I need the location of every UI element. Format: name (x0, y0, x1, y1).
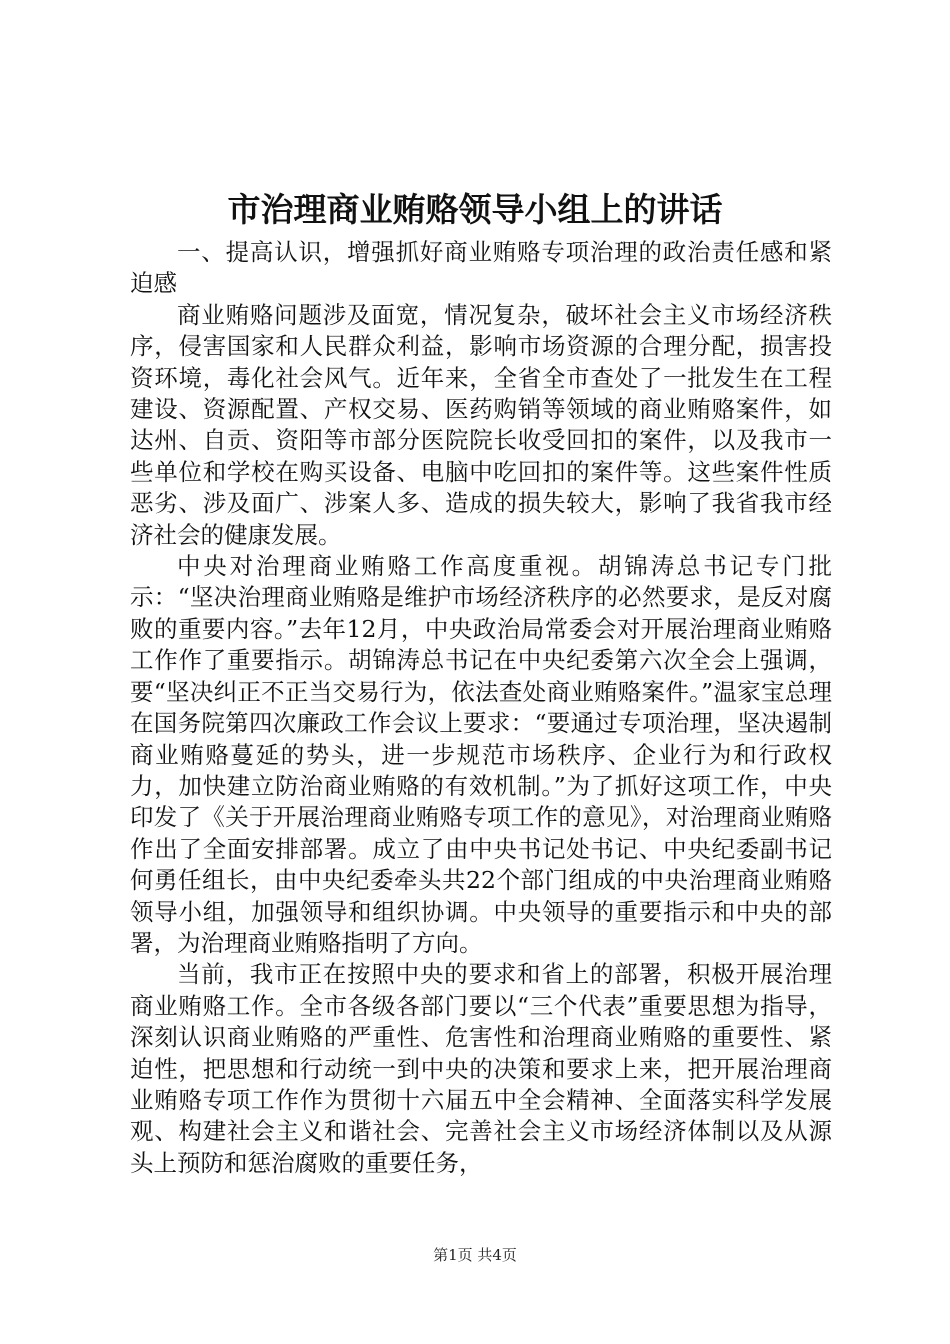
document-title: 市治理商业贿赂领导小组上的讲话 (227, 190, 723, 229)
document-body (130, 237, 832, 1179)
page-number-footer: 第1页 共4页 (433, 1246, 517, 1264)
section-heading: 一、提高认识，增强抓好商业贿赂专项治理的政治责任感和紧迫感 (130, 238, 832, 298)
body-paragraph: 中央对治理商业贿赂工作高度重视。胡锦涛总书记专门批示：“坚决治理商业贿赂是维护市场经济秩序的必然要求，是反对腐败的重要内容。”去年12月，中央政治局常委会对开展治理商业贿赂工作作了重要指示。胡锦涛总书记在中央纪委第六次全会上强调，要“坚决纠正不正当交易行为，依法查处商业贿赂案件。”温家宝总理在国务院第四次廉政工作会议上要求：“要通过专项治理，坚决遏制商业贿赂蔓延的势头，进一步规范市场秩序、企业行为和行政权力，加快建立防治商业贿赂的有效机制。”为了抓好这项工作，中央印发了《关于开展治理商业贿赂专项工作的意见》，对治理商业贿赂作出了全面安排部署。成立了由中央书记处书记、中央纪委副书记何勇任组长，由中央纪委牵头共22个部门组成的中央治理商业贿赂领导小组，加强领导和组织协调。中央领导的重要指示和中央的部署，为治理商业贿赂指明了方向。 (130, 552, 832, 957)
body-paragraph: 当前，我市正在按照中央的要求和省上的部署，积极开展治理商业贿赂工作。全市各级各部门要以“三个代表”重要思想为指导，深刻认识商业贿赂的严重性、危害性和治理商业贿赂的重要性、紧迫性，把思想和行动统一到中央的决策和要求上来，把开展治理商业贿赂专项工作作为贯彻十六届五中全会精神、全面落实科学发展观、构建社会主义和谐社会、完善社会主义市场经济体制以及从源头上预防和惩治腐败的重要任务， (130, 960, 832, 1177)
body-paragraph: 商业贿赂问题涉及面宽，情况复杂，破坏社会主义市场经济秩序，侵害国家和人民群众利益，影响市场资源的合理分配，损害投资环境，毒化社会风气。近年来，全省全市查处了一批发生在工程建设、资源配置、产权交易、医药购销等领域的商业贿赂案件，如达州、自贡、资阳等市部分医院院长收受回扣的案件，以及我市一些单位和学校在购买设备、电脑中吃回扣的案件等。这些案件性质恶劣、涉及面广、涉案人多、造成的损失较大，影响了我省我市经济社会的健康发展。 (130, 300, 832, 549)
